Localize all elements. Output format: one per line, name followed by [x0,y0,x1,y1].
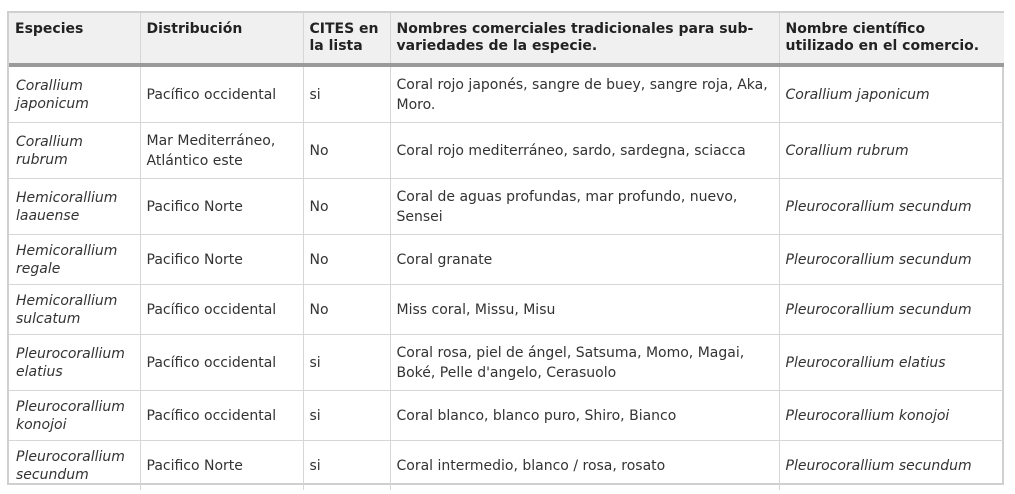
header-nombres-comerciales: Nombres comerciales tradicionales para sub-variedades de la especie. [390,13,779,65]
table-row [9,179,1004,235]
cell-cites: si [303,391,390,441]
cell-scientific-name: Pleurocorallium secundum [779,179,1004,235]
table-header [9,13,1004,65]
cell-cites: No [303,235,390,285]
table-row [9,441,1004,491]
coral-species-table-container [7,11,1004,485]
cell-cites: No [303,285,390,335]
cell-scientific-name: Corallium japonicum [779,65,1004,123]
cell-cites: si [303,441,390,491]
cell-distribution: Pacífico occidental [140,65,303,123]
table-row [9,285,1004,335]
header-cites: CITES en la lista [303,13,390,65]
cell-scientific-name: Pleurocorallium secundum [785,457,972,474]
table-row [9,65,1004,123]
table-row [9,335,1004,391]
cell-cites: No [303,179,390,235]
cell-species: Hemicorallium laauense [9,179,140,235]
table-body [9,65,1004,490]
cell-species: Pleurocorallium konojoi [9,391,140,441]
header-distribucion: Distribución [140,13,303,65]
cell-trade-names: Coral blanco, blanco puro, Shiro, Bianco [390,391,779,441]
cell-distribution: Pacífico occidental [140,391,303,441]
cell-scientific-name: Pleurocorallium konojoi [779,391,1004,441]
cell-trade-names: Coral de aguas profundas, mar profundo, nuevo, Sensei [390,179,779,235]
coral-species-table [9,13,1004,490]
cell-trade-names: Coral rojo mediterráneo, sardo, sardegna, sciacca [390,123,779,179]
cell-scientific-name: Pleurocorallium elatius [779,335,1004,391]
cell-species: Pleurocorallium elatius [9,335,140,391]
cell-trade-names: Coral rojo japonés, sangre de buey, sangre roja, Aka, Moro. [390,65,779,123]
cell-distribution: Pacífico occidental [140,285,303,335]
header-nombre-cientifico: Nombre científico utilizado en el comercio. [779,13,1004,65]
cell-trade-names: Coral granate [390,235,779,285]
cell-species: Corallium japonicum [9,65,140,123]
table-row [9,391,1004,441]
cell-distribution: Pacífico occidental [140,335,303,391]
cell-trade-names: Coral intermedio, blanco / rosa, rosato [390,441,779,491]
cell-species: Pleurocorallium secundum [9,441,140,491]
cell-cites: si [303,335,390,391]
cell-species: Hemicorallium sulcatum [9,285,140,335]
cell-distribution: Pacifico Norte [140,441,303,491]
cell-scientific-name: Pleurocorallium secundum [779,235,1004,285]
cell-distribution: Pacifico Norte [140,235,303,285]
header-especies: Especies [9,13,140,65]
cell-distribution: Mar Mediterráneo, Atlántico este [140,123,303,179]
cell-distribution: Pacifico Norte [140,179,303,235]
cell-trade-names: Coral rosa, piel de ángel, Satsuma, Momo, Magai, Boké, Pelle d'angelo, Cerasuolo [390,335,779,391]
cell-cites: No [303,123,390,179]
cell-cites: si [303,65,390,123]
cell-species: Corallium rubrum [9,123,140,179]
table-row [9,235,1004,285]
cell-species: Hemicorallium regale [9,235,140,285]
cell-scientific-name: Corallium rubrum [779,123,1004,179]
cell-scientific-name: Pleurocorallium secundum [779,285,1004,335]
cell-trade-names: Miss coral, Missu, Misu [390,285,779,335]
table-row [9,123,1004,179]
header-row [9,13,1004,65]
